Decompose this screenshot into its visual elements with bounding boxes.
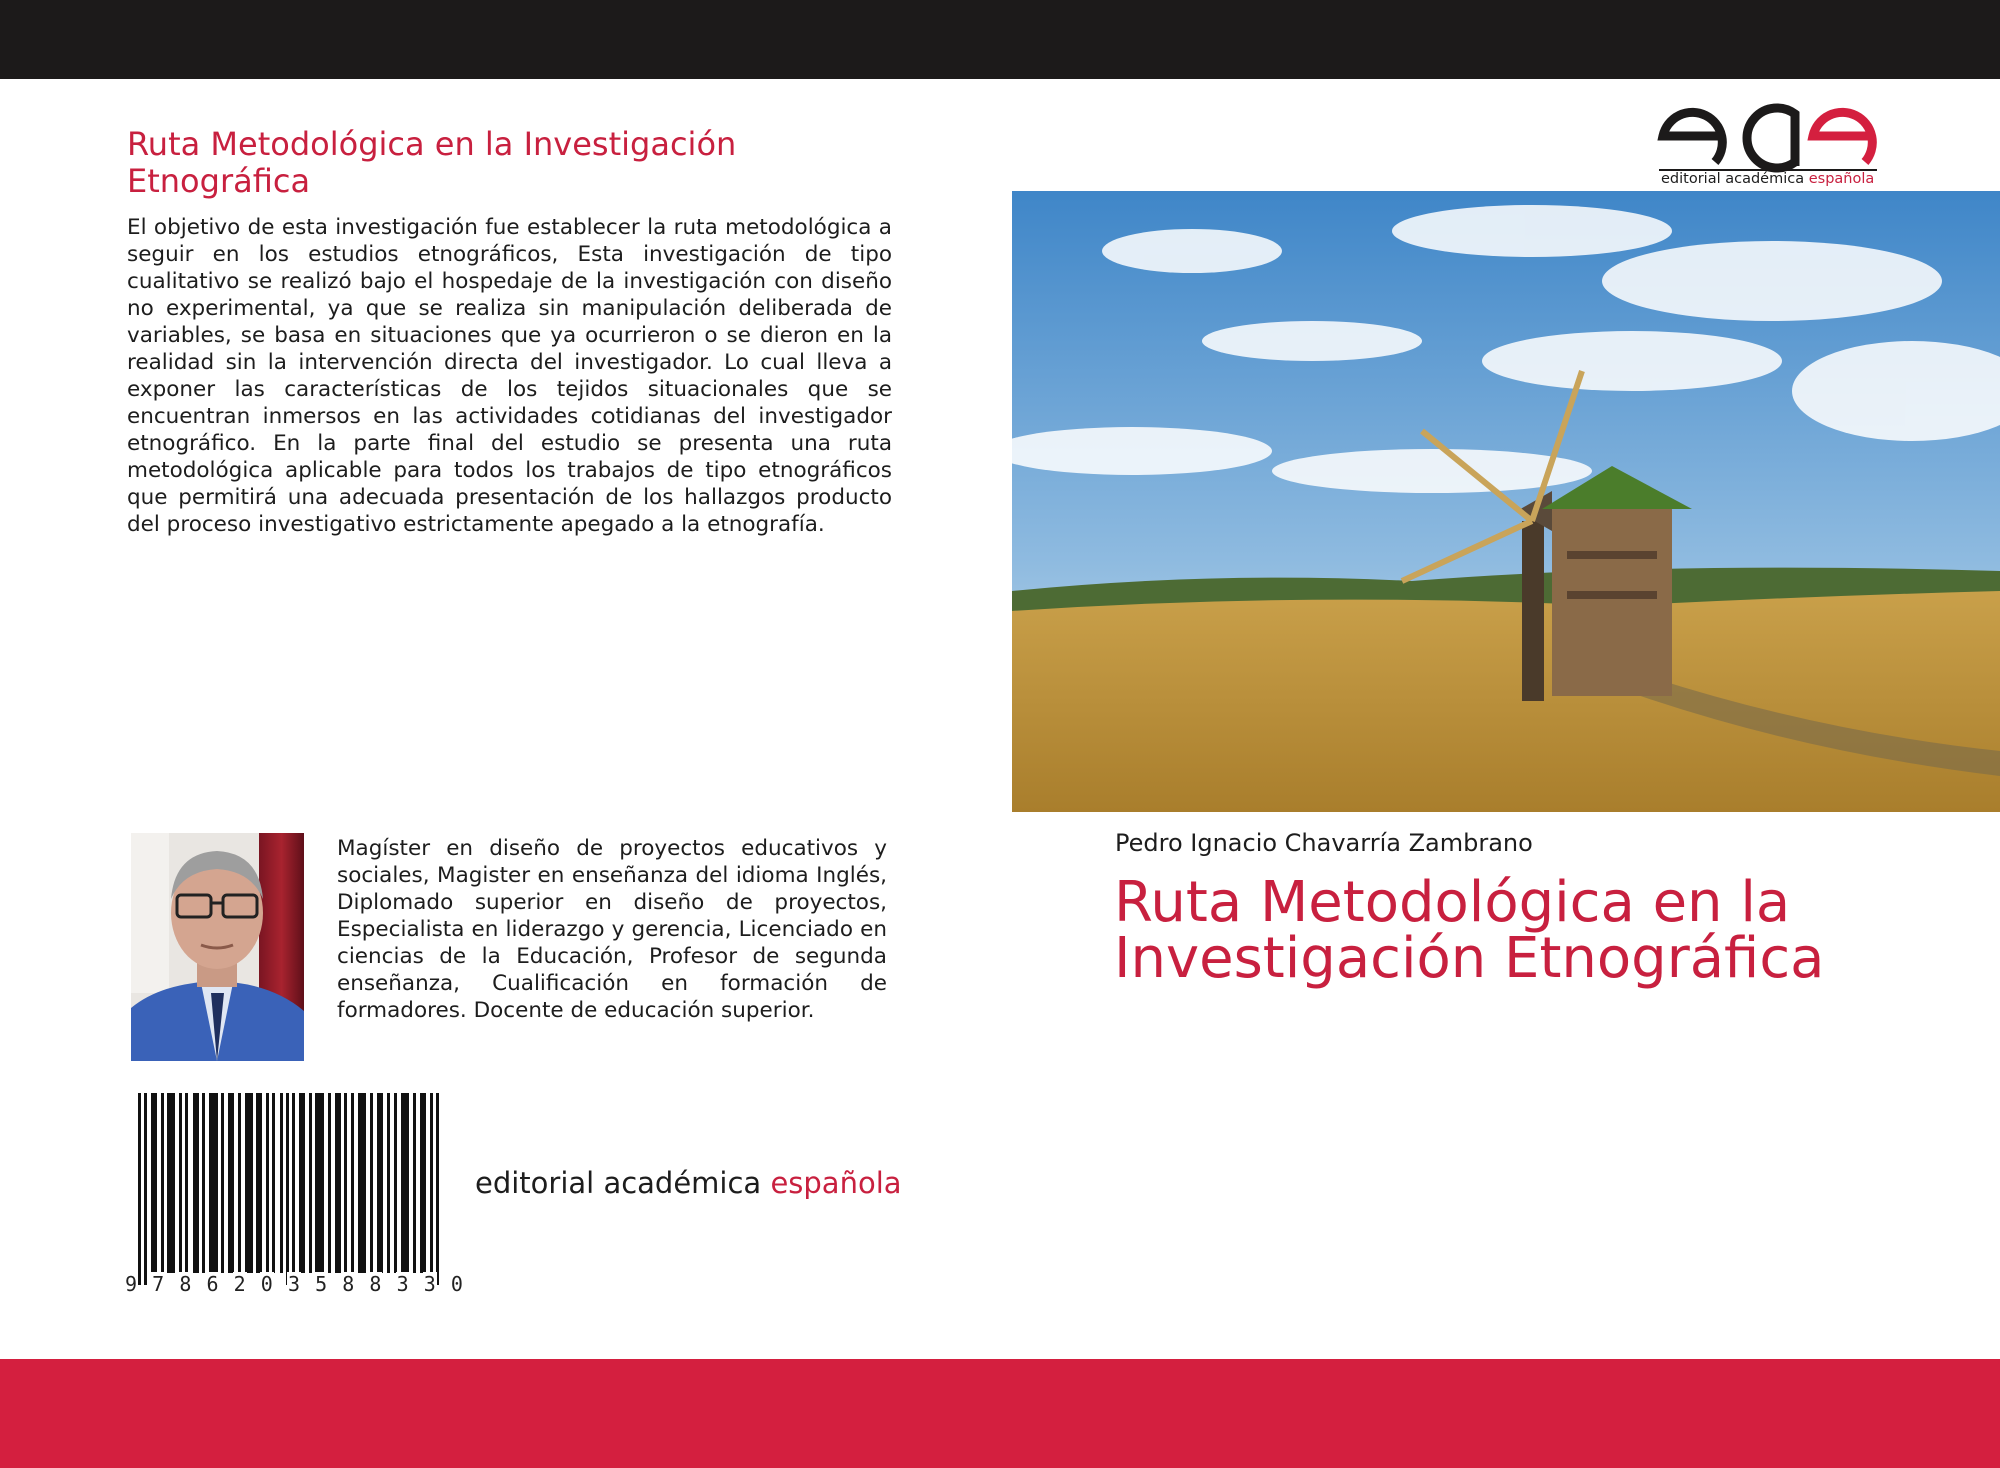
isbn-digit: 5 <box>315 1272 328 1296</box>
isbn-digit: 8 <box>369 1272 382 1296</box>
isbn-digit: 7 <box>152 1272 165 1296</box>
logo-text <box>1661 171 1874 187</box>
isbn-digit: 3 <box>423 1272 436 1296</box>
isbn-digit: 8 <box>342 1272 355 1296</box>
front-author-name: Pedro Ignacio Chavarría Zambrano <box>1115 829 1533 857</box>
back-cover-title: Ruta Metodológica en la Investigación Etnográfica <box>127 125 737 200</box>
isbn-digit: 9 <box>125 1272 138 1296</box>
isbn-digit: 6 <box>206 1272 219 1296</box>
barcode <box>128 1093 458 1293</box>
isbn-digit: 3 <box>287 1272 300 1296</box>
logo-text-main: editorial académica <box>1661 171 1809 187</box>
author-bio: Magíster en diseño de proyectos educativos y sociales, Magister en enseñanza del idioma Inglés, Diplomado superior en diseño de proyectos, Especialista en liderazgo y gerencia, Licenciado en ciencias de la Educación, Profesor de segunda enseñanza, Cualificación en formación de formadores. Docente de educación superior. <box>337 836 887 1023</box>
bottom-band <box>0 1359 2000 1468</box>
isbn-digit: 8 <box>179 1272 192 1296</box>
author-photo <box>131 833 304 1061</box>
isbn-number <box>124 1272 464 1296</box>
isbn-digit: 0 <box>260 1272 273 1296</box>
isbn-digit: 2 <box>233 1272 246 1296</box>
logo-text-accent: española <box>1808 171 1875 187</box>
cover-photo-windmill <box>1012 191 2000 812</box>
top-band <box>0 0 2000 79</box>
publisher-main: editorial académica <box>475 1166 771 1200</box>
front-cover-title: Ruta Metodológica en la Investigación Etnográfica <box>1114 870 1825 991</box>
isbn-digit: 0 <box>450 1272 463 1296</box>
isbn-digit: 3 <box>396 1272 409 1296</box>
publisher-name-back <box>475 1166 902 1200</box>
publisher-accent: española <box>770 1166 902 1200</box>
back-cover-abstract: El objetivo de esta investigación fue establecer la ruta metodológica a seguir en los estudios etnográficos, Esta investigación de tipo cualitativo se realizó bajo el hospedaje de la investigación con diseño no experimental, ya que se realiza sin manipulación deliberada de variables, se basa en situaciones que ya ocurrieron o se dieron en la realidad sin la intervención directa del investigador. Lo cual lleva a exponer las características de los tejidos situacionales que se encuentran inmersos en las actividades cotidianas del investigador etnográfico. En la parte final del estudio se presenta una ruta metodológica aplicable para todos los trabajos de tipo etnográficos que permitirá una adecuada presentación de los hallazgos producto del proceso investigativo estrictamente apegado a la etnografía. <box>127 215 892 537</box>
